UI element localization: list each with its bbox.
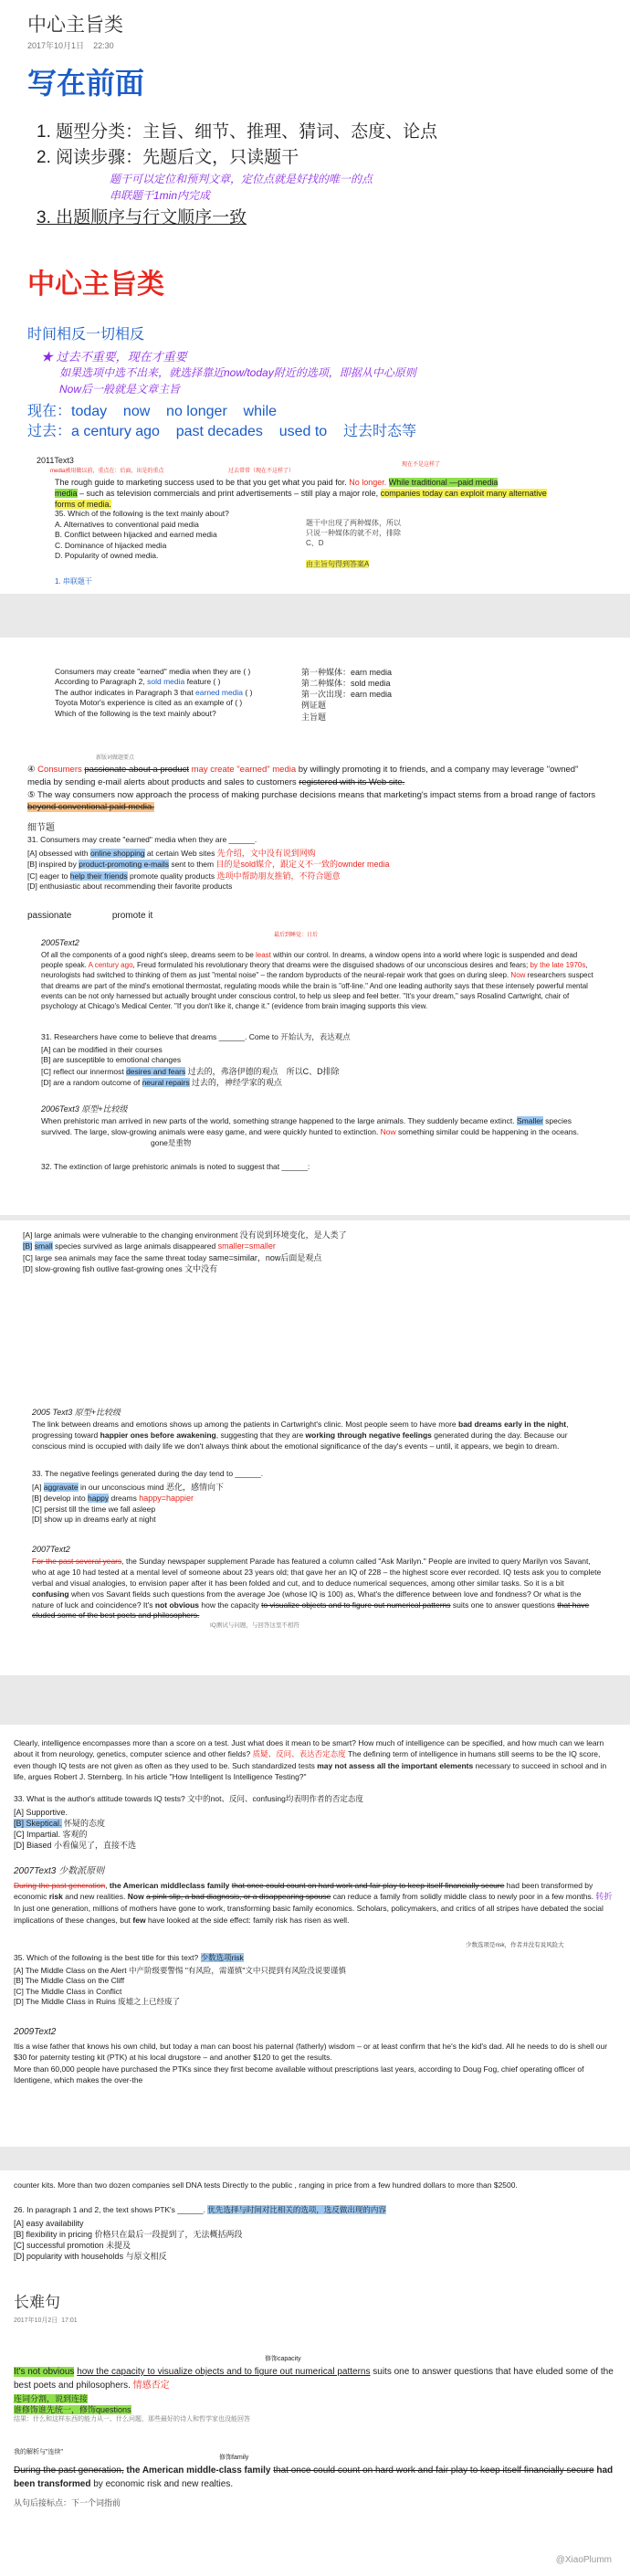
option: [D] popularity with households 与原文相反 [14,2252,167,2262]
long-sentence-1: It's not obvious how the capacity to visualize objects and to figure out numerical patterns suits one to answer questions that have eluded some of the best poets and philosophers. 情感否定 [14,2367,614,2391]
option: C. Dominance of hijacked media [55,540,167,550]
page-title: 中心主旨类 [27,15,123,36]
text2005b-passage: The link between dreams and emotions shows up among the patients in Cartwright's clinic. Most people seem to have more bad dreams early in the night, progressing toward happier ones before awakening, suggesting that they are working through negative feelings generated during the day. Because our conscious mind is occupied with daily life we don't always think about the emotional significance of the day's events – until, it appears, we begin to dream. [32,1420,569,1451]
intro-heading: 写在前面 [27,67,145,100]
text2009-question: 26. In paragraph 1 and 2, the text shows PTK's ______. 优先选择与时间对比相关的选项，选反做出现的内容 [14,2205,386,2214]
option: [B] small species survived as large animals disappeared smaller=smaller [23,1241,276,1251]
text2006-question: 32. The extinction of large prehistoric animals is noted to suggest that ______: [41,1162,310,1171]
intro-note-1: 题干可以定位和预判文章，定位点就是好找的唯一的点 [110,173,373,185]
text2007d-options [14,1966,346,2008]
text2011-ann1: media被用做以前，重点在：后面，出是的重点 [50,469,164,474]
text2005b-options [32,1482,224,1526]
intro-section [0,0,630,594]
circle-4-icon: ④ [27,765,36,775]
option: [A] large animals were vulnerable to the changing environment 没有说到环境变化，是人类了 [23,1230,347,1240]
intro-note-2: 串联题干1min内完成 [110,189,211,202]
text2007c-passage: Clearly, intelligence encompasses more than a score on a test. Just what does it mean to be smart? How much of intelligence can be specified, and how much can we learn about it from neurology, genetics, computer science and other fields? 质疑、反问、表达否定态度 The defining term of intelligence in humans still seems to be the IQ score, even though IQ tests are not given as often as they used to be. Such standardized tests may not assess all the important elements necessary to succeed in school and in life, argues Robert J. Sternberg. In his article "How Intelligent Is Intelligence Testing?" [14,1738,607,1781]
text2005-label: 2005Text2 [41,938,79,947]
option: [C] eager to help their friends promote quality products 选项中帮助朋友推销，不符合题意 [27,871,341,881]
option: [C] The Middle Class in Conflict [14,1986,122,1996]
media-answers: 第一种媒体：earn media 第二种媒体：sold media 第一次出现：earn media 例证题 主旨题 [301,668,393,722]
option: [A] obsessed with online shopping at certain Web sites 先介绍，文中没有说到网购 [27,849,316,858]
text2007d-question: 35. Which of the following is the best title for this text? 少数选项risk [14,1953,244,1962]
separator [0,594,630,638]
long-ann2: 我的解析与"连续" [14,2449,63,2455]
consumers-passage: ④ Consumers passionate about a product may create "earned" media by willingly promoting it to friends, and a company may leverage "owned" media by sending e-mail alerts about products and sales to customers registered with its Web site. ⑤ The way consumers now approach the process of making purchase decisions means that marketing's impact stems from a broad range of factors beyond conventional paid media. [27,765,596,813]
option: [B] Skeptical. 怀疑的态度 [14,1819,106,1829]
option: [B] flexibility in pricing 价格只在最后一段提到了，无法概括两段 [14,2230,243,2240]
option: B. Conflict between hijacked and earned media [55,530,217,540]
text2009-label: 2009Text2 [14,2027,57,2037]
text2005b-question: 33. The negative feelings generated during the day tend to ______. [32,1469,264,1478]
text2009-passage: Itis a wise father that knows his own child, but today a man can boost his paternal (fatherly) wisdom – or at least confirm that he's the kid's dad. All he needs to do is shell our $30 for paternity testing kit (PTK) at his local drugstore – and another $120 to get the results. More than 60,000 people have purchased the PTKs since they first become available without prescriptions last years, according to Doug Fog, chief operating officer of Identigene, which makes the over-the [14,2042,608,2085]
long-ann-top: 修饰capacity [265,2356,301,2362]
topic-sub: 时间相反一切相反 [27,327,145,343]
option: [D] Biased 小看偏见了，直接不选 [14,1841,137,1851]
option: [B] The Middle Class on the Cliff [14,1976,125,1986]
text2005-question: 31. Researchers have come to believe that dreams ______. Come to 开始认为，表达观点 [41,1032,351,1041]
intelligence-section [0,1725,630,2147]
text2005-passage: Of all the components of a good night's sleep, dreams seem to be least within our control. In dreams, a window opens into a world where logic is suspended and dead people speak. A century ago, Freud formulated his revolutionary theory that dreams were the disguised shadows of our unconscious desires and fears; by the late 1970s, neurologists had switched to thinking of them as just "mental noise" – the random byproducts of the neural-repair work that goes on during sleep. Now researchers suspect that dreams are part of the mind's emotional thermostat, regulating moods while the brain is "off-line." And one leading authority says that these intensely powerful mental events can be not only harnessed but actually brought under conscious control, to help us sleep and feel better. "It's your dream," says Rosalind Cartwright, chair of psychology at Chicago's Medical Center. "If you don't like it, change it." (evidence from brain imaging supports this view. [41,951,593,1010]
text2005-options [41,1045,340,1089]
option: [A] Supportive. [14,1808,68,1817]
long-note: 谁修饰谁先统一，修饰questions [14,2405,131,2415]
long-ann3: 修饰family [219,2455,249,2461]
past-line: 过去：a century ago past decades used to 过去时态等 [27,424,416,439]
intro-item-2: 2. 阅读步骤：先题后文，只读题干 [37,148,299,167]
text2007d-passage: During the past generation, the American middleclass family that once could count on hard work and fair play to keep itself financially secure had been transformed by economic risk and new realities. Now a pink slip, a bad diagnosis, or a disappearing spouse can reduce a family from solidly middle class to newly poor in a few months. 转折 In just one generation, millions of mothers have gone to work, transforming basic family economics. Scholars, policymakers, and critics of all stripes have debated the social implications of these changes, but few have looked at the side effect: family risk has risen as well. [14,1881,613,1925]
text2011-options [55,520,217,562]
option: [B] inspired by product-promoting e-mails sent to them 目的是sold媒介，跟定义不一致的ownder media [27,860,390,870]
option: [A] The Middle Class on the Alert 中产阶级要警惕 "有风险，需谨慎"文中只提到有风险没说要谨慎 [14,1966,346,1975]
separator [0,2147,630,2170]
text2007b-passage: For the past several years, the Sunday newspaper supplement Parade has featured a column called "Ask Marilyn." People are invited to query Marilyn vos Savant, who at age 10 had tested at a mental level of someone about 23 years old; that gave her an IQ of 228 – the highest score ever recorded. IQ tests ask you to complete verbal and visual analogies, to envision paper after it has been folded and cut, and to deduce numerical sequences, among other similar tasks. So it is a bit confusing when vos Savant fields such questions from the average Joe (whose IQ is 100) as, What's the difference between love and fondness? Or what is the nature of luck and coincidence? It's not obvious how the capacity to visualize objects and to figure out numerical patterns suits one to answer questions that have eluded some of the best poets and philosophers. [32,1557,602,1621]
text2009-options [14,2218,243,2263]
text2005-note: 最后到睡觉：日后 [274,933,319,938]
media-note: 新版词做题要点 [96,755,135,761]
text2009-passage-cont: counter kits. More than two dozen companies sell DNA tests Directly to the public , ranging in price from a few hundred dollars to more than $2500. [14,2180,518,2190]
text2011-question: 35. Which of the following is the text mainly about? [55,509,229,518]
text2011-bottom: 1. 串联题干 [55,577,92,586]
option: [A] easy availability [14,2219,84,2228]
option: [D] show up in dreams early at night [32,1515,156,1525]
option: [D] are a random outcome of neural repairs 过去的，神经学家的观点 [41,1078,282,1088]
option: [D] slow-growing fish outlive fast-growing ones 文中没有 [23,1264,218,1274]
text2011-side-note-2: 由主旨句得到答案A [306,560,370,568]
topic-bullet-1: ★ 过去不重要，现在才重要 [41,350,187,364]
watermark: @XiaoPlumm [555,2555,612,2565]
intro-item-1: 1. 题型分类：主旨、细节、推理、猜词、态度、论点 [37,122,438,142]
option: [B] develop into happy dreams happy=happier [32,1494,194,1504]
text2005b-label: 2005 Text3 原型+比较级 [32,1408,121,1417]
option: [B] are susceptible to emotional changes [41,1055,182,1065]
option: [A] can be modified in their courses [41,1045,163,1054]
long-heading: 长难句 [14,2294,60,2311]
text2007c-options [14,1807,136,1852]
option: [D] The Middle Class in Ruins 废墟之上已经废了 [14,1997,181,2007]
option: [A] aggravate in our unconscious mind 恶化，感情向下 [32,1483,224,1492]
option: D. Popularity of owned media. [55,551,159,561]
text2007b-label: 2007Text2 [32,1545,70,1554]
options-section [0,1220,630,1675]
long-note: 结果：什么和这样东西的能力从一、什么问题，那些最好的诗人和哲学家也没能回答 [14,2416,250,2423]
option: [C] Impartial. 客观的 [14,1830,88,1840]
star-icon: ★ [41,350,57,364]
text2006-options [23,1230,347,1275]
intro-item-3: 3. 出题顺序与行文顺序一致 [37,208,247,227]
long-notes [14,2393,250,2424]
text2011-ann2: 过去常常（现在不这样了） [228,469,295,474]
text2011-passage: The rough guide to marketing success used to be that you get what you paid for. No longer. While traditional —paid media media – such as television commercials and print advertisements – still play a major role, companies today can exploit many alternative forms of media. [55,478,547,510]
text2006-label: 2006Text3 原型+比较级 [41,1104,128,1114]
text2011-ann3: 现在不是这样了 [402,462,441,468]
option: [D] enthusiastic about recommending their favorite products [27,882,233,892]
media-questions: Consumers may create "earned" media when they are ( ) According to Paragraph 2, sold media feature ( ) The author indicates in Paragraph 3 that earned media ( ) Toyota Motor's experience is cited as an example of ( ) Which of the following is the text mainly about? [55,667,253,718]
media-section [0,638,630,1215]
long-note: 连词分割，说到连接 [14,2394,89,2403]
text2007b-annotation: IQ测试与问题，与回答这里不相符 [210,1622,299,1629]
text2011-label: 2011Text3 [37,456,74,465]
date-stamp: 2017年10月1日 22:30 [27,41,114,50]
text2011-side-note: 题干中出现了两种媒体，所以只说一种媒体的就不对，排除C、D [306,519,401,547]
text2007c-question: 33. What is the author's attitude towards IQ tests? 文中的not、反问、confusing均表明作者的否定态度 [14,1794,363,1803]
option: [C] persist till the time we fall asleep [32,1504,156,1514]
main-topic-heading: 中心主旨类 [27,269,164,300]
topic-bullet-3: Now后一般就是文章主旨 [59,383,181,396]
detail-label: 细节题 [27,823,55,833]
consumers-question: 31. Consumers may create "earned" media when they are ______. [27,835,257,844]
long-sentence-section [0,2170,630,2576]
circle-5-icon: ⑤ [27,789,36,800]
option: A. Alternatives to conventional paid media [55,520,199,529]
separator [0,1675,630,1725]
text2006-passage: When prehistoric man arrived in new parts of the world, something strange happened to the large animals. They suddenly became extinct. Smaller species survived. The large, slow-growing animals were easy game, and were quickly hunted to extinction. Now something similar could be happening in the oceans. gone是重物 [41,1116,580,1147]
text2007d-label: 2007Text3 少数派原则 [14,1866,105,1876]
text2007d-annotation: 少数选项是risk，作者并没有说风险大 [466,1942,564,1948]
option: [C] large sea animals may face the same threat today same=similar，now后面是观点 [23,1252,322,1262]
now-line: 现在：today now no longer while [27,404,278,419]
long-date: 2017年10月2日 17:01 [14,2317,78,2324]
long-line3: 从句后接标点：下一个词指前 [14,2498,121,2507]
option: [C] reflect our innermost desires and fears 过去的，弗洛伊德的观点 所以C、D排除 [41,1066,340,1076]
topic-bullet-2: 如果选项中选不出来，就选择靠近now/today附近的选项，即据从中心原则 [59,366,416,379]
consumers-bottom: passionate promote it [27,911,153,921]
long-sentence-2: During the past generation, the American middle-class family that once could count on hard work and fair play to keep itself financially secure had been transformed by economic risk and new realties. [14,2465,614,2489]
consumers-options [27,848,390,892]
option: [C] successful promotion 未提及 [14,2241,131,2251]
